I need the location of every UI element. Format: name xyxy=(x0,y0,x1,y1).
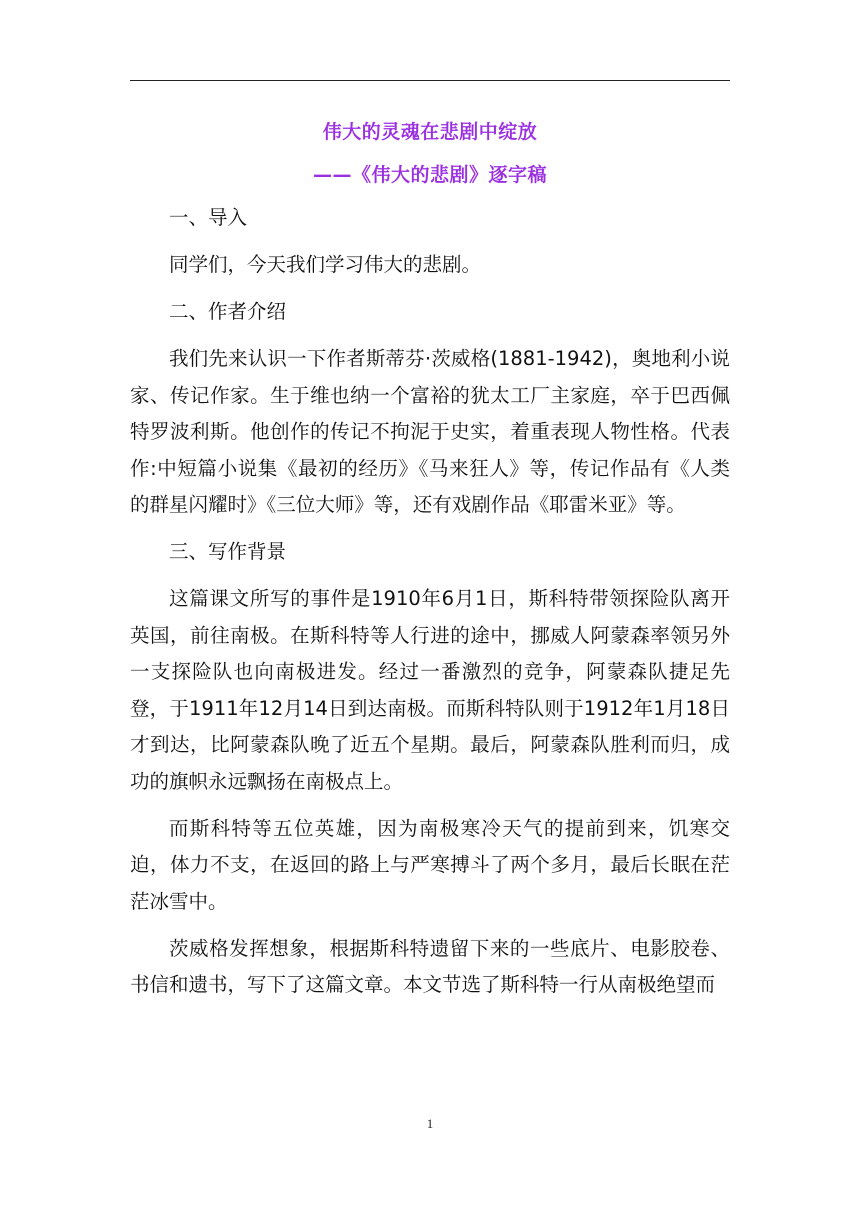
header-rule xyxy=(130,80,730,81)
section-heading-author: 二、作者介绍 xyxy=(169,300,287,323)
page-number: 1 xyxy=(426,1116,434,1131)
document-body xyxy=(130,200,730,1004)
document-subtitle: ——《伟大的悲剧》逐字稿 xyxy=(312,164,547,186)
section-heading-intro: 一、导入 xyxy=(169,206,248,229)
paragraph-background-2: 而斯科特等五位英雄，因为南极寒冷天气的提前到来，饥寒交迫，体力不支，在返回的路上与严寒搏斗了两个多月，最后长眠在茫茫冰雪中。 xyxy=(130,816,730,913)
paragraph-background-3: 茨威格发挥想象，根据斯科特遗留下来的一些底片、电影胶卷、书信和遗书，写下了这篇文章。本文节选了斯科特一行从南极绝望而 xyxy=(130,936,730,996)
paragraph-intro: 同学们，今天我们学习伟大的悲剧。 xyxy=(169,253,482,276)
document-title: 伟大的灵魂在悲剧中绽放 xyxy=(322,121,538,143)
paragraph-background-1: 这篇课文所写的事件是1910年6月1日，斯科特带领探险队离开英国，前往南极。在斯科特等人行进的途中，挪威人阿蒙森率领另外一支探险队也向南极进发。经过一番激烈的竞争，阿蒙森队捷足先登，于1911年12月14日到达南极。而斯科特队则于1912年1月18日才到达，比阿蒙森队晚了近五个星期。最后，阿蒙森队胜利而归，成功的旗帜永远飘扬在南极点上。 xyxy=(130,587,730,793)
paragraph-author: 我们先来认识一下作者斯蒂芬·茨威格(1881-1942)，奥地利小说家、传记作家。生于维也纳一个富裕的犹太工厂主家庭，卒于巴西佩特罗波利斯。他创作的传记不拘泥于史实，着重表现人物性格。代表作:中短篇小说集《最初的经历》《马来狂人》等，传记作品有《人类的群星闪耀时》《三位大师》等，还有戏剧作品《耶雷米亚》等。 xyxy=(130,347,730,516)
section-heading-background: 三、写作背景 xyxy=(169,540,287,563)
